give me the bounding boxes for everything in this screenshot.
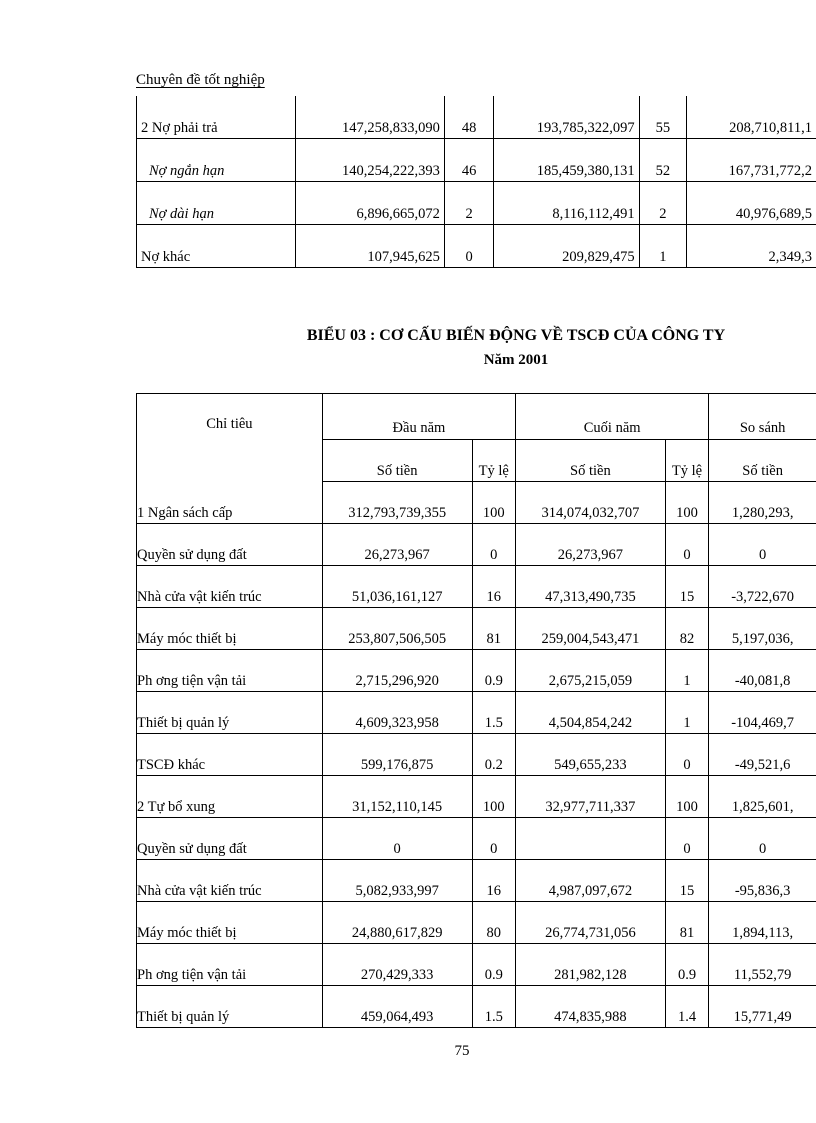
value-cell: 312,793,739,355	[322, 482, 472, 524]
ratio-cell: 81	[665, 902, 709, 944]
ratio-cell: 52	[639, 139, 687, 182]
row-label: Thiết bị quản lý	[137, 692, 323, 734]
row-label: TSCĐ khác	[137, 734, 323, 776]
ratio-cell: 0.9	[472, 944, 516, 986]
value-cell: 51,036,161,127	[322, 566, 472, 608]
table-row	[137, 776, 816, 818]
row-label: Ph ơng tiện vận tải	[137, 944, 323, 986]
ratio-cell: 100	[665, 482, 709, 524]
ratio-cell: 80	[472, 902, 516, 944]
value-cell: 4,609,323,958	[322, 692, 472, 734]
header-so-tien: Số tiền	[322, 440, 472, 482]
value-cell: 1,280,293,	[709, 482, 816, 524]
ratio-cell: 0	[444, 225, 494, 268]
ratio-cell: 1	[639, 225, 687, 268]
table-row	[137, 182, 816, 225]
value-cell: 15,771,49	[709, 986, 816, 1028]
value-cell: -40,081,8	[709, 650, 816, 692]
value-cell: 2,675,215,059	[516, 650, 666, 692]
row-label: Nợ khác	[137, 225, 296, 268]
ratio-cell: 1.4	[665, 986, 709, 1028]
value-cell: 167,731,772,2	[687, 139, 816, 182]
value-cell: 0	[709, 818, 816, 860]
ratio-cell: 15	[665, 566, 709, 608]
header-chi-tieu: Chỉ tiêu	[137, 394, 323, 482]
table-row	[137, 96, 816, 139]
row-label: Máy móc thiết bị	[137, 902, 323, 944]
header-so-tien: Số tiền	[709, 440, 816, 482]
value-cell: 599,176,875	[322, 734, 472, 776]
value-cell: 474,835,988	[516, 986, 666, 1028]
table-row	[137, 139, 816, 182]
ratio-cell: 1	[665, 650, 709, 692]
ratio-cell: 100	[665, 776, 709, 818]
ratio-cell: 82	[665, 608, 709, 650]
value-cell: 253,807,506,505	[322, 608, 472, 650]
ratio-cell: 46	[444, 139, 494, 182]
value-cell: 0	[709, 524, 816, 566]
value-cell: 107,945,625	[295, 225, 444, 268]
value-cell: 5,082,933,997	[322, 860, 472, 902]
row-label: Nợ ngắn hạn	[137, 139, 296, 182]
value-cell: 1,825,601,	[709, 776, 816, 818]
value-cell: 209,829,475	[494, 225, 639, 268]
table-row	[137, 566, 816, 608]
ratio-cell: 2	[444, 182, 494, 225]
ratio-cell: 1.5	[472, 986, 516, 1028]
liabilities-table	[136, 96, 816, 268]
ratio-cell: 55	[639, 96, 687, 139]
row-label: Thiết bị quản lý	[137, 986, 323, 1028]
value-cell: 281,982,128	[516, 944, 666, 986]
ratio-cell: 0	[665, 818, 709, 860]
value-cell: 259,004,543,471	[516, 608, 666, 650]
row-label: Nợ dài hạn	[137, 182, 296, 225]
ratio-cell: 0	[665, 524, 709, 566]
value-cell: 147,258,833,090	[295, 96, 444, 139]
value-cell: 140,254,222,393	[295, 139, 444, 182]
value-cell: 8,116,112,491	[494, 182, 639, 225]
ratio-cell: 16	[472, 860, 516, 902]
value-cell: 32,977,711,337	[516, 776, 666, 818]
ratio-cell: 0	[472, 818, 516, 860]
table-row	[137, 692, 816, 734]
value-cell: -104,469,7	[709, 692, 816, 734]
ratio-cell: 0.9	[665, 944, 709, 986]
row-label: Ph ơng tiện vận tải	[137, 650, 323, 692]
value-cell: 26,273,967	[322, 524, 472, 566]
value-cell: 4,987,097,672	[516, 860, 666, 902]
table2-subtitle: Năm 2001	[483, 352, 549, 368]
value-cell: 5,197,036,	[709, 608, 816, 650]
header-so-tien: Số tiền	[516, 440, 666, 482]
value-cell: 6,896,665,072	[295, 182, 444, 225]
header-cuoi-nam: Cuối năm	[516, 394, 709, 440]
value-cell	[516, 818, 666, 860]
value-cell: 2,349,3	[687, 225, 816, 268]
table-row	[137, 608, 816, 650]
value-cell: 549,655,233	[516, 734, 666, 776]
header-ty-le: Tỷ lệ	[665, 440, 709, 482]
value-cell: 193,785,322,097	[494, 96, 639, 139]
header-so-sanh: So sánh	[709, 394, 816, 440]
page-number: 75	[454, 1043, 470, 1059]
table-row	[137, 902, 816, 944]
table-row	[137, 734, 816, 776]
ratio-cell: 0	[472, 524, 516, 566]
row-label: Quyền sử dụng đất	[137, 818, 323, 860]
table-row	[137, 818, 816, 860]
ratio-cell: 1.5	[472, 692, 516, 734]
row-label: Nhà cửa vật kiến trúc	[137, 860, 323, 902]
row-label: 2 Tự bổ xung	[137, 776, 323, 818]
ratio-cell: 100	[472, 776, 516, 818]
value-cell: 314,074,032,707	[516, 482, 666, 524]
ratio-cell: 0	[665, 734, 709, 776]
value-cell: 47,313,490,735	[516, 566, 666, 608]
fixed-assets-table	[136, 393, 816, 1028]
value-cell: 1,894,113,	[709, 902, 816, 944]
table-row	[137, 482, 816, 524]
ratio-cell: 2	[639, 182, 687, 225]
value-cell: 208,710,811,1	[687, 96, 816, 139]
value-cell: 270,429,333	[322, 944, 472, 986]
value-cell: 4,504,854,242	[516, 692, 666, 734]
value-cell: 40,976,689,5	[687, 182, 816, 225]
value-cell: -95,836,3	[709, 860, 816, 902]
ratio-cell: 0.9	[472, 650, 516, 692]
value-cell: 0	[322, 818, 472, 860]
table-row	[137, 225, 816, 268]
value-cell: -49,521,6	[709, 734, 816, 776]
value-cell: 11,552,79	[709, 944, 816, 986]
value-cell: 185,459,380,131	[494, 139, 639, 182]
row-label: Quyền sử dụng đất	[137, 524, 323, 566]
table-header-row	[137, 394, 816, 440]
table2-title: BIỂU 03 : CƠ CẤU BIẾN ĐỘNG VỀ TSCĐ CỦA CÔNG TY	[306, 327, 726, 344]
ratio-cell: 15	[665, 860, 709, 902]
header-ty-le: Tỷ lệ	[472, 440, 516, 482]
row-label: 2 Nợ phải trả	[137, 96, 296, 139]
value-cell: 24,880,617,829	[322, 902, 472, 944]
table-row	[137, 860, 816, 902]
ratio-cell: 100	[472, 482, 516, 524]
ratio-cell: 48	[444, 96, 494, 139]
row-label: Nhà cửa vật kiến trúc	[137, 566, 323, 608]
table-row	[137, 524, 816, 566]
row-label: Máy móc thiết bị	[137, 608, 323, 650]
table-row	[137, 986, 816, 1028]
ratio-cell: 0.2	[472, 734, 516, 776]
ratio-cell: 81	[472, 608, 516, 650]
value-cell: -3,722,670	[709, 566, 816, 608]
header-dau-nam: Đầu năm	[322, 394, 515, 440]
value-cell: 26,774,731,056	[516, 902, 666, 944]
page-header-title: Chuyên đề tốt nghiệp	[136, 72, 265, 88]
value-cell: 2,715,296,920	[322, 650, 472, 692]
ratio-cell: 16	[472, 566, 516, 608]
value-cell: 31,152,110,145	[322, 776, 472, 818]
row-label: 1 Ngân sách cấp	[137, 482, 323, 524]
value-cell: 26,273,967	[516, 524, 666, 566]
value-cell: 459,064,493	[322, 986, 472, 1028]
ratio-cell: 1	[665, 692, 709, 734]
table-row	[137, 944, 816, 986]
table-row	[137, 650, 816, 692]
